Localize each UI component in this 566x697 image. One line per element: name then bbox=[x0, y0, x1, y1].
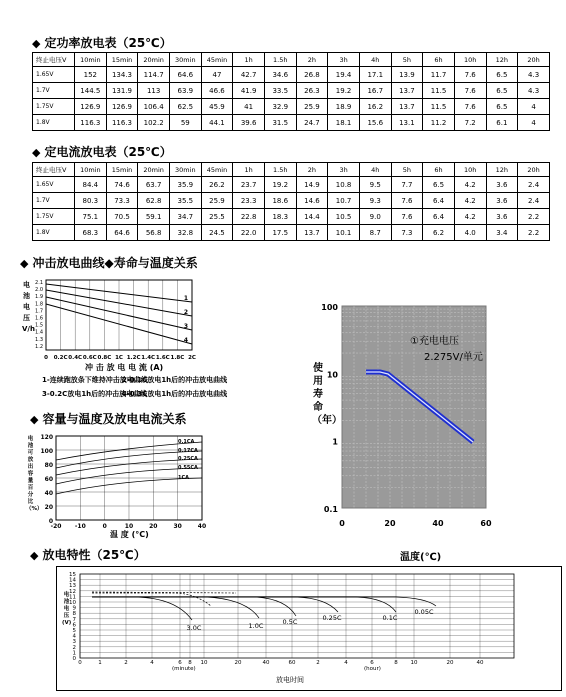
section-title-impact-life: ◆ 冲击放电曲线◆寿命与温度关系 bbox=[20, 256, 198, 270]
table-cell: 7.6 bbox=[391, 193, 423, 209]
table-cell: 32.9 bbox=[264, 99, 296, 115]
table-cell: 22.0 bbox=[233, 225, 265, 241]
capacity-ytick-label: 80 bbox=[44, 462, 53, 469]
discharge-xtick-label: 2 bbox=[124, 660, 128, 666]
table-cell: 63.9 bbox=[169, 83, 201, 99]
table-header-cell: 10min bbox=[75, 53, 107, 67]
table-cell: 4.2 bbox=[454, 177, 486, 193]
table-header-cell: 5h bbox=[391, 163, 423, 177]
table-cell: 3.6 bbox=[486, 177, 518, 193]
impact-xtick-label: 1.4C bbox=[141, 355, 156, 361]
table-cell: 62.8 bbox=[138, 193, 170, 209]
discharge-curve-0-25c bbox=[92, 597, 338, 612]
table-cell: 13.7 bbox=[391, 83, 423, 99]
impact-xtick-label: 1.6C bbox=[155, 355, 170, 361]
table-cell: 16.2 bbox=[359, 99, 391, 115]
discharge-xtick-label: 40 bbox=[262, 660, 270, 666]
impact-ytick-label: 1.8 bbox=[35, 301, 43, 308]
table-cell: 9.0 bbox=[359, 209, 391, 225]
discharge-xtick-label: 6 bbox=[370, 660, 374, 666]
discharge-ytick-label: 5 bbox=[72, 628, 76, 634]
table-cell: 4.3 bbox=[518, 67, 550, 83]
table-cell: 19.4 bbox=[328, 67, 360, 83]
capacity-ytick-label: 0 bbox=[48, 518, 53, 525]
table-cell: 7.2 bbox=[454, 115, 486, 131]
table-cell: 1.75V bbox=[33, 209, 75, 225]
discharge-xtick-label: 0 bbox=[78, 660, 82, 666]
table-cell: 102.2 bbox=[138, 115, 170, 131]
table-cell: 35.5 bbox=[169, 193, 201, 209]
table-cell: 8.7 bbox=[359, 225, 391, 241]
capacity-ytick-label: 120 bbox=[40, 434, 53, 441]
table-cell: 18.1 bbox=[328, 115, 360, 131]
table-cell: 80.3 bbox=[75, 193, 107, 209]
capacity-ytick-label: 60 bbox=[44, 476, 53, 483]
discharge-ytick-label: 13 bbox=[69, 583, 76, 590]
table-cell: 9.5 bbox=[359, 177, 391, 193]
discharge-curve-label: 3.0C bbox=[186, 624, 202, 632]
discharge-ytick-label: 12 bbox=[69, 588, 76, 595]
capacity-ytick-label: 40 bbox=[44, 490, 53, 497]
life-ytick-label: 0.1 bbox=[323, 504, 338, 514]
capacity-xtick-label: 0 bbox=[102, 523, 107, 530]
discharge-curve-0-1c bbox=[92, 597, 396, 612]
table-cell: 6.2 bbox=[423, 225, 455, 241]
table-cell: 6.5 bbox=[486, 83, 518, 99]
table-cell: 1.75V bbox=[33, 99, 75, 115]
table-cell: 44.1 bbox=[201, 115, 233, 131]
table-cell: 26.3 bbox=[296, 83, 328, 99]
table-cell: 18.6 bbox=[264, 193, 296, 209]
table-header-cell: 45min bbox=[201, 163, 233, 177]
life-ytick-label: 1 bbox=[332, 437, 338, 447]
table-cell: 23.3 bbox=[233, 193, 265, 209]
table-cell: 6.5 bbox=[486, 99, 518, 115]
capacity-legend-label: 0.17CA bbox=[178, 448, 198, 454]
table-cell: 25.5 bbox=[201, 209, 233, 225]
life-annotation-2: 2.275V/单元 bbox=[424, 352, 483, 363]
table-cell: 4 bbox=[518, 115, 550, 131]
table-cell: 14.6 bbox=[296, 193, 328, 209]
table-cell: 3.6 bbox=[486, 209, 518, 225]
discharge-xtick-label: 20 bbox=[446, 660, 454, 666]
impact-note-4: 4-0.3C放电1h后的冲击放电曲线 bbox=[122, 390, 228, 398]
life-xtick-label: 20 bbox=[384, 519, 396, 528]
table-cell: 31.5 bbox=[264, 115, 296, 131]
table-cell: 18.9 bbox=[328, 99, 360, 115]
table-header-cell: 12h bbox=[486, 53, 518, 67]
table-cell: 33.5 bbox=[264, 83, 296, 99]
discharge-curve-label: 0.5C bbox=[282, 618, 298, 626]
table-cell: 41 bbox=[233, 99, 265, 115]
table-cell: 7.6 bbox=[454, 99, 486, 115]
impact-xtick-label: 1.2C bbox=[126, 355, 141, 361]
table-cell: 4.3 bbox=[518, 83, 550, 99]
capacity-xtick-label: -20 bbox=[50, 523, 62, 530]
table-cell: 152 bbox=[75, 67, 107, 83]
discharge-curve-label: 0.1C bbox=[382, 614, 398, 622]
table-cell: 73.3 bbox=[106, 193, 138, 209]
table-cell: 68.3 bbox=[75, 225, 107, 241]
impact-ytick-label: 1.6 bbox=[35, 315, 43, 322]
impact-ytick-label: 2.0 bbox=[35, 287, 43, 294]
table-cell: 26.2 bbox=[201, 177, 233, 193]
table-cell: 11.2 bbox=[423, 115, 455, 131]
table-header-cell: 4h bbox=[359, 163, 391, 177]
table-cell: 134.3 bbox=[106, 67, 138, 83]
table-cell: 1.8V bbox=[33, 225, 75, 241]
table-cell: 4.2 bbox=[454, 193, 486, 209]
discharge-xtick-label: 10 bbox=[410, 660, 418, 666]
table-cell: 70.5 bbox=[106, 209, 138, 225]
table-cell: 56.8 bbox=[138, 225, 170, 241]
table-cell: 47 bbox=[201, 67, 233, 83]
capacity-legend-label: 0.55CA bbox=[178, 465, 198, 471]
table-cell: 18.3 bbox=[264, 209, 296, 225]
capacity-legend-label: 0.1CA bbox=[178, 439, 195, 445]
capacity-chart-ylabel: 电池可放出容量百分比（%） bbox=[26, 436, 43, 512]
table-row bbox=[33, 209, 550, 225]
section-title-constant-power: ◆ 定功率放电表（25℃） bbox=[32, 36, 172, 50]
table-cell: 25.9 bbox=[201, 193, 233, 209]
table-header-row bbox=[33, 53, 550, 67]
impact-note-2: 2-0.1C放电1h后的冲击放电曲线 bbox=[122, 376, 228, 384]
table-cell: 4.2 bbox=[454, 209, 486, 225]
table-cell: 39.6 bbox=[233, 115, 265, 131]
discharge-ytick-label: 8 bbox=[72, 611, 76, 618]
discharge-xtick-label: 8 bbox=[394, 660, 398, 666]
table-cell: 62.5 bbox=[169, 99, 201, 115]
impact-curve-label: 2 bbox=[183, 309, 189, 316]
capacity-chart-xlabel: 温 度 (°C) bbox=[110, 530, 149, 539]
table-cell: 13.1 bbox=[391, 115, 423, 131]
discharge-ytick-label: 4 bbox=[72, 633, 76, 640]
impact-xtick-label: 2C bbox=[188, 355, 196, 361]
life-xtick-label: 60 bbox=[480, 519, 492, 528]
table-cell: 26.8 bbox=[296, 67, 328, 83]
table-cell: 6.4 bbox=[423, 193, 455, 209]
impact-xtick-label: 1.8C bbox=[170, 355, 185, 361]
table-header-cell: 2h bbox=[296, 163, 328, 177]
section-title-constant-current: ◆ 定电流放电表（25℃） bbox=[32, 145, 172, 159]
table-cell: 7.6 bbox=[454, 67, 486, 83]
table-header-cell: 终止电压V bbox=[33, 53, 75, 67]
capacity-xtick-label: 30 bbox=[173, 523, 182, 530]
table-cell: 144.5 bbox=[75, 83, 107, 99]
table-header-row bbox=[33, 163, 550, 177]
impact-ytick-label: 1.5 bbox=[35, 322, 43, 329]
table-header-cell: 20min bbox=[138, 163, 170, 177]
discharge-ytick-label: 11 bbox=[69, 594, 76, 601]
table-cell: 84.4 bbox=[75, 177, 107, 193]
table-header-cell: 10min bbox=[75, 163, 107, 177]
impact-chart-xlabel: 冲 击 放 电 电 流 (A) bbox=[85, 363, 164, 372]
impact-ytick-label: 1.9 bbox=[35, 294, 43, 301]
section-title-capacity: ◆ 容量与温度及放电电流关系 bbox=[30, 412, 187, 426]
discharge-characteristic-chart bbox=[56, 566, 562, 691]
life-xtick-label: 40 bbox=[432, 519, 444, 528]
impact-xtick-label: 0.2C bbox=[53, 355, 68, 361]
impact-note-3: 3-0.2C放电1h后的冲击放电曲线 bbox=[42, 390, 148, 398]
table-cell: 35.9 bbox=[169, 177, 201, 193]
discharge-ytick-label: 2 bbox=[72, 644, 76, 651]
table-header-cell: 4h bbox=[359, 53, 391, 67]
impact-xtick-label: 0 bbox=[44, 355, 48, 361]
table-cell: 19.2 bbox=[328, 83, 360, 99]
impact-ytick-label: 1.2 bbox=[35, 343, 43, 350]
discharge-ytick-label: 15 bbox=[69, 572, 76, 578]
capacity-xtick-label: 40 bbox=[197, 523, 207, 530]
table-cell: 17.1 bbox=[359, 67, 391, 83]
capacity-xtick-label: 10 bbox=[124, 523, 134, 530]
table-cell: 34.7 bbox=[169, 209, 201, 225]
discharge-ytick-label: 10 bbox=[69, 600, 76, 606]
table-cell: 113 bbox=[138, 83, 170, 99]
impact-ytick-label: 1.3 bbox=[35, 336, 43, 343]
table-header-cell: 12h bbox=[486, 163, 518, 177]
table-cell: 22.8 bbox=[233, 209, 265, 225]
table-cell: 6.1 bbox=[486, 115, 518, 131]
impact-xtick-label: 0.6C bbox=[82, 355, 97, 361]
table-cell: 64.6 bbox=[106, 225, 138, 241]
capacity-legend-label: 0.25CA bbox=[178, 456, 198, 462]
table-cell: 41.9 bbox=[233, 83, 265, 99]
table-row bbox=[33, 193, 550, 209]
discharge-unit-minute: (minute) bbox=[172, 666, 196, 672]
table-cell: 11.7 bbox=[423, 67, 455, 83]
discharge-xtick-label: 20 bbox=[234, 660, 242, 666]
discharge-xtick-label: 40 bbox=[476, 660, 484, 666]
impact-curve-label: 4 bbox=[183, 337, 189, 344]
table-cell: 74.6 bbox=[106, 177, 138, 193]
table-cell: 7.7 bbox=[391, 177, 423, 193]
discharge-unit-hour: (hour) bbox=[364, 666, 381, 672]
table-cell: 10.7 bbox=[328, 193, 360, 209]
table-cell: 45.9 bbox=[201, 99, 233, 115]
table-cell: 13.9 bbox=[391, 67, 423, 83]
impact-ytick-label: 1.7 bbox=[35, 308, 43, 315]
table-row bbox=[33, 177, 550, 193]
table-cell: 15.6 bbox=[359, 115, 391, 131]
discharge-chart-xlabel: 放电时间 bbox=[276, 676, 304, 684]
impact-ytick-label: 2.1 bbox=[35, 280, 43, 286]
capacity-xtick-label: -10 bbox=[74, 523, 86, 530]
discharge-xtick-label: 2 bbox=[316, 660, 320, 666]
impact-chart-ylabel: 电池电压V/h bbox=[22, 281, 35, 333]
table-cell: 24.5 bbox=[201, 225, 233, 241]
table-cell: 1.65V bbox=[33, 177, 75, 193]
table-cell: 1.7V bbox=[33, 193, 75, 209]
table-cell: 116.3 bbox=[106, 115, 138, 131]
table-cell: 46.6 bbox=[201, 83, 233, 99]
table-header-cell: 10h bbox=[454, 163, 486, 177]
table-cell: 25.9 bbox=[296, 99, 328, 115]
life-annotation-1: ①充电电压 bbox=[410, 336, 459, 347]
table-cell: 2.2 bbox=[518, 225, 550, 241]
impact-discharge-chart bbox=[30, 276, 200, 362]
impact-ytick-label: 1.4 bbox=[35, 329, 43, 336]
table-header-cell: 20h bbox=[518, 163, 550, 177]
discharge-xtick-label: 1 bbox=[98, 660, 102, 666]
table-header-cell: 15min bbox=[106, 163, 138, 177]
life-xtick-label: 0 bbox=[339, 519, 345, 528]
table-cell: 34.6 bbox=[264, 67, 296, 83]
table-cell: 6.5 bbox=[423, 177, 455, 193]
impact-curve-label: 3 bbox=[183, 323, 189, 330]
table-header-cell: 15min bbox=[106, 53, 138, 67]
capacity-temperature-chart bbox=[38, 430, 212, 530]
impact-xtick-label: 1C bbox=[115, 355, 123, 361]
discharge-ytick-label: 14 bbox=[69, 577, 76, 584]
table-cell: 23.7 bbox=[233, 177, 265, 193]
table-cell: 7.3 bbox=[391, 225, 423, 241]
table-cell: 63.7 bbox=[138, 177, 170, 193]
section-title-discharge: ◆ 放电特性（25℃） bbox=[30, 548, 146, 562]
discharge-xtick-label: 4 bbox=[344, 660, 348, 666]
table-cell: 16.7 bbox=[359, 83, 391, 99]
table-cell: 75.1 bbox=[75, 209, 107, 225]
table-cell: 4 bbox=[518, 99, 550, 115]
discharge-curve-0-05c bbox=[92, 597, 436, 606]
table-header-cell: 2h bbox=[296, 53, 328, 67]
life-chart-ylabel: 使用寿命（年） bbox=[312, 363, 342, 426]
table-cell: 2.4 bbox=[518, 177, 550, 193]
table-row bbox=[33, 67, 550, 83]
table-cell: 59.1 bbox=[138, 209, 170, 225]
capacity-xtick-label: 20 bbox=[149, 523, 158, 530]
discharge-xtick-label: 6 bbox=[178, 660, 182, 666]
table-header-cell: 1.5h bbox=[264, 53, 296, 67]
life-chart-xlabel: 温度(℃) bbox=[400, 552, 442, 563]
table-cell: 126.9 bbox=[75, 99, 107, 115]
table-cell: 64.6 bbox=[169, 67, 201, 83]
table-header-cell: 3h bbox=[328, 163, 360, 177]
discharge-xtick-label: 8 bbox=[188, 660, 192, 666]
table-cell: 11.5 bbox=[423, 83, 455, 99]
capacity-ytick-label: 20 bbox=[44, 504, 53, 511]
table-cell: 59 bbox=[169, 115, 201, 131]
table-cell: 2.2 bbox=[518, 209, 550, 225]
capacity-legend-label: 1CA bbox=[178, 475, 190, 481]
discharge-xtick-label: 4 bbox=[150, 660, 154, 666]
table-cell: 7.6 bbox=[391, 209, 423, 225]
table-cell: 19.2 bbox=[264, 177, 296, 193]
table-cell: 32.8 bbox=[169, 225, 201, 241]
table-cell: 131.9 bbox=[106, 83, 138, 99]
table-header-cell: 20min bbox=[138, 53, 170, 67]
discharge-ytick-label: 0 bbox=[72, 656, 76, 662]
table-header-cell: 终止电压V bbox=[33, 163, 75, 177]
table-cell: 116.3 bbox=[75, 115, 107, 131]
table-cell: 10.1 bbox=[328, 225, 360, 241]
table-cell: 126.9 bbox=[106, 99, 138, 115]
table-cell: 17.5 bbox=[264, 225, 296, 241]
discharge-ytick-label: 3 bbox=[72, 639, 76, 646]
table-header-cell: 3h bbox=[328, 53, 360, 67]
impact-xtick-label: 0.4C bbox=[68, 355, 83, 361]
table-cell: 7.6 bbox=[454, 83, 486, 99]
table-cell: 106.4 bbox=[138, 99, 170, 115]
table-cell: 10.8 bbox=[328, 177, 360, 193]
constant-current-table bbox=[32, 162, 550, 241]
discharge-ytick-label: 6 bbox=[72, 622, 76, 629]
discharge-ytick-label: 1 bbox=[72, 650, 76, 657]
table-cell: 14.4 bbox=[296, 209, 328, 225]
table-cell: 1.7V bbox=[33, 83, 75, 99]
constant-power-table bbox=[32, 52, 550, 131]
table-row bbox=[33, 115, 550, 131]
table-header-cell: 30min bbox=[169, 163, 201, 177]
table-header-cell: 45min bbox=[201, 53, 233, 67]
table-header-cell: 30min bbox=[169, 53, 201, 67]
table-cell: 6.4 bbox=[423, 209, 455, 225]
discharge-xtick-label: 10 bbox=[200, 660, 208, 666]
life-ytick-label: 10 bbox=[326, 370, 338, 380]
table-cell: 11.5 bbox=[423, 99, 455, 115]
capacity-ytick-label: 100 bbox=[40, 448, 53, 455]
discharge-xtick-label: 60 bbox=[288, 660, 296, 666]
table-cell: 114.7 bbox=[138, 67, 170, 83]
discharge-curve-3c bbox=[92, 597, 192, 620]
table-header-cell: 1h bbox=[233, 53, 265, 67]
table-cell: 1.65V bbox=[33, 67, 75, 83]
discharge-ytick-label: 7 bbox=[72, 616, 76, 623]
table-header-cell: 1.5h bbox=[264, 163, 296, 177]
table-cell: 2.4 bbox=[518, 193, 550, 209]
table-header-cell: 10h bbox=[454, 53, 486, 67]
discharge-curve-label: 0.05C bbox=[414, 608, 434, 616]
impact-xtick-label: 0.8C bbox=[97, 355, 112, 361]
table-cell: 13.7 bbox=[296, 225, 328, 241]
impact-curve-label: 1 bbox=[183, 295, 189, 302]
table-header-cell: 6h bbox=[423, 53, 455, 67]
table-header-cell: 5h bbox=[391, 53, 423, 67]
table-cell: 13.7 bbox=[391, 99, 423, 115]
table-row bbox=[33, 83, 550, 99]
table-header-cell: 6h bbox=[423, 163, 455, 177]
discharge-chart-ylabel: 电池电压(V) bbox=[62, 592, 72, 626]
table-cell: 6.5 bbox=[486, 67, 518, 83]
life-ytick-label: 100 bbox=[321, 303, 338, 312]
table-cell: 42.7 bbox=[233, 67, 265, 83]
table-cell: 1.8V bbox=[33, 115, 75, 131]
impact-note-1: 1-连续跑放条下维持冲击放电曲线 bbox=[42, 376, 148, 384]
discharge-curve-label: 0.25C bbox=[322, 614, 342, 622]
table-header-cell: 20h bbox=[518, 53, 550, 67]
discharge-ytick-label: 9 bbox=[72, 605, 76, 612]
discharge-curve-label: 1.0C bbox=[248, 622, 264, 630]
table-cell: 10.5 bbox=[328, 209, 360, 225]
table-cell: 4.0 bbox=[454, 225, 486, 241]
table-header-cell: 1h bbox=[233, 163, 265, 177]
table-cell: 3.4 bbox=[486, 225, 518, 241]
table-cell: 3.6 bbox=[486, 193, 518, 209]
table-row bbox=[33, 225, 550, 241]
table-cell: 24.7 bbox=[296, 115, 328, 131]
table-cell: 9.3 bbox=[359, 193, 391, 209]
table-row bbox=[33, 99, 550, 115]
table-cell: 14.9 bbox=[296, 177, 328, 193]
